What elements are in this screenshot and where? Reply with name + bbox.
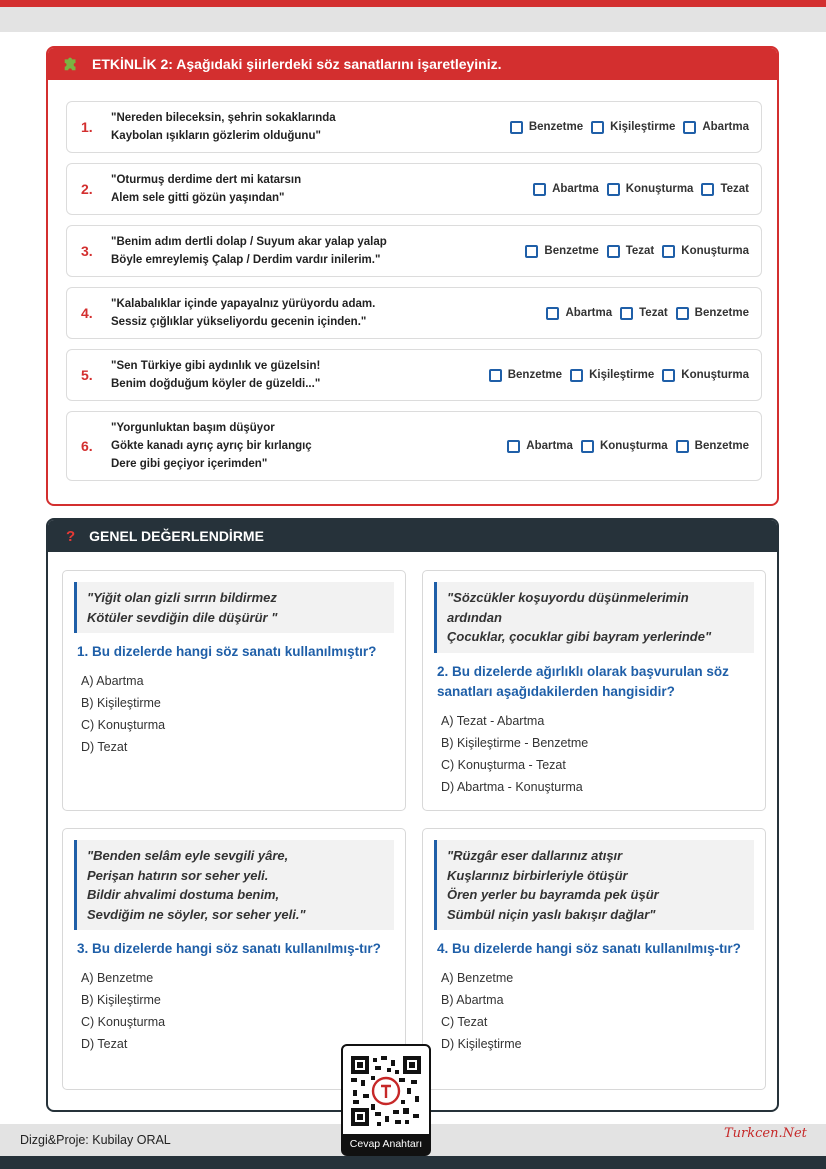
option-label: Konuşturma — [599, 440, 668, 452]
question-text: 2. Bu dizelerde ağırlıklı olarak başvurulan söz sanatları aşağıdakilerden hangisidir? — [437, 663, 729, 699]
question-text: 4. Bu dizelerde hangi söz sanatı kullanılmış-tır? — [437, 941, 741, 956]
poem-line: Gökte kanadı ayrıç ayrıç bir kırlangıç — [111, 440, 312, 452]
poem-text — [111, 419, 499, 473]
options-group — [538, 307, 761, 320]
quote-line: "Rüzgâr eser dallarınız atışır — [447, 848, 623, 863]
answer-option[interactable]: C) Konuşturma — [81, 718, 166, 732]
answer-option[interactable]: D) Tezat — [81, 1037, 128, 1051]
poem-text — [111, 295, 538, 331]
answer-option[interactable]: C) Tezat — [441, 1015, 488, 1029]
options-group — [499, 440, 761, 453]
question-mark-icon: ? — [66, 527, 76, 545]
item-number: 3. — [81, 243, 93, 259]
footer-dark-stripe — [0, 1156, 826, 1169]
general-header — [48, 520, 777, 552]
option-checkbox[interactable] — [701, 183, 749, 196]
option-checkbox[interactable] — [676, 307, 749, 320]
option-checkbox[interactable] — [581, 440, 668, 453]
poem-line: "Kalabalıklar içinde yapayalnız yürüyordu adam. — [111, 298, 376, 310]
top-red-stripe — [0, 0, 826, 7]
option-checkbox[interactable] — [570, 369, 654, 382]
answer-option[interactable]: B) Abartma — [441, 993, 504, 1007]
activity-panel — [46, 46, 779, 506]
quote-line: "Sözcükler koşuyordu düşünmelerimin — [447, 590, 689, 605]
checkbox-icon[interactable] — [607, 183, 620, 196]
answer-option[interactable]: D) Kişileştirme — [441, 1037, 522, 1051]
option-checkbox[interactable] — [510, 121, 583, 134]
checkbox-icon[interactable] — [676, 440, 689, 453]
qr-caption: Cevap Anahtarı — [343, 1134, 429, 1154]
option-label: Abartma — [702, 121, 749, 133]
poem-line: Alem sele gitti gözün yaşından" — [111, 192, 285, 204]
option-checkbox[interactable] — [662, 245, 749, 258]
item-number: 2. — [81, 181, 93, 197]
poem-line: "Yorgunluktan başım düşüyor — [111, 422, 275, 434]
option-label: Tezat — [625, 245, 655, 257]
checkbox-icon[interactable] — [581, 440, 594, 453]
option-checkbox[interactable] — [525, 245, 598, 258]
poem-text — [111, 109, 502, 145]
quote-block — [74, 840, 394, 930]
option-checkbox[interactable] — [607, 183, 694, 196]
answer-option[interactable]: C) Konuşturma — [81, 1015, 166, 1029]
poem-line: "Nereden bileceksin, şehrin sokaklarında — [111, 112, 336, 124]
poem-line: "Oturmuş derdime dert mi katarsın — [111, 174, 302, 186]
quote-line: Kuşlarınız birbirleriyle ötüşür — [447, 867, 628, 883]
options-group — [517, 245, 761, 258]
checkbox-icon[interactable] — [510, 121, 523, 134]
option-label: Benzetme — [694, 307, 749, 319]
checkbox-icon[interactable] — [533, 183, 546, 196]
options-group — [525, 183, 761, 196]
poem-line: "Sen Türkiye gibi aydınlık ve güzelsin! — [111, 360, 321, 372]
option-checkbox[interactable] — [683, 121, 749, 134]
options-group — [502, 121, 761, 134]
activity-item — [66, 411, 762, 481]
general-panel — [46, 518, 779, 1112]
checkbox-icon[interactable] — [662, 369, 675, 382]
checkbox-icon[interactable] — [507, 440, 520, 453]
answer-key-qr[interactable] — [341, 1044, 431, 1156]
quote-line: Kötüler sevdiğin dile düşürür " — [87, 609, 278, 625]
activity-item — [66, 225, 762, 277]
activity-item — [66, 101, 762, 153]
checkbox-icon[interactable] — [489, 369, 502, 382]
option-label: Benzetme — [507, 369, 563, 381]
option-label: Tezat — [720, 183, 749, 195]
answer-option[interactable]: C) Konuşturma - Tezat — [441, 757, 566, 772]
options-group — [481, 369, 761, 382]
poem-line: "Benim adım dertli dolap / Suyum akar yalap yalap — [111, 236, 387, 248]
activity-header — [48, 48, 777, 80]
checkbox-icon[interactable] — [525, 245, 538, 258]
quote-block — [74, 582, 394, 633]
option-checkbox[interactable] — [591, 121, 675, 134]
option-label: Benzetme — [544, 245, 599, 257]
option-label: Konuşturma — [681, 245, 749, 257]
quote-line: Sümbül niçin yaslı bakışır dağlar" — [447, 906, 656, 922]
option-label: Abartma — [552, 183, 599, 195]
poem-line: Böyle emreylemiş Çalap / Derdim vardır inilerim." — [111, 254, 381, 266]
qr-code-icon[interactable] — [351, 1056, 421, 1126]
option-checkbox[interactable] — [662, 369, 749, 382]
option-label: Konuşturma — [681, 369, 749, 381]
answer-option[interactable]: A) Tezat - Abartma — [441, 713, 545, 728]
question-card — [422, 570, 766, 811]
answer-list — [81, 670, 387, 758]
option-checkbox[interactable] — [507, 440, 573, 453]
checkbox-icon[interactable] — [591, 121, 604, 134]
quote-line: "Benden selâm eyle sevgili yâre, — [87, 848, 289, 863]
quote-line: ardından — [447, 609, 502, 625]
answer-option[interactable]: B) Kişileştirme — [81, 696, 161, 710]
poem-text — [111, 171, 525, 207]
quote-line: "Yiğit olan gizli sırrın bildirmez — [87, 590, 277, 605]
answer-list — [81, 967, 387, 1055]
quote-line: Perişan hatırın sor seher yeli. — [87, 867, 269, 883]
brand-logo: Turkcen.Net — [724, 1126, 807, 1141]
poem-line: Kaybolan ışıkların gözlerim olduğunu" — [111, 130, 321, 142]
quote-line: Çocuklar, çocuklar gibi bayram yerlerinde" — [447, 629, 712, 644]
option-checkbox[interactable] — [489, 369, 562, 382]
question-card — [422, 828, 766, 1090]
answer-option[interactable]: D) Tezat — [81, 740, 128, 754]
answer-list — [441, 967, 747, 1055]
poem-line: Benim doğduğum köyler de güzeldi..." — [111, 378, 321, 390]
checkbox-icon[interactable] — [607, 245, 620, 258]
answer-option[interactable]: A) Benzetme — [81, 971, 154, 985]
item-number: 1. — [81, 119, 93, 135]
option-label: Kişileştirme — [610, 121, 676, 133]
general-title: GENEL DEĞERLENDİRME — [89, 528, 264, 544]
checkbox-icon[interactable] — [676, 307, 689, 320]
option-label: Tezat — [639, 307, 668, 319]
activity-title: ETKİNLİK 2: Aşağıdaki şiirlerdeki söz sanatlarını işaretleyiniz. — [92, 56, 502, 72]
option-label: Konuşturma — [625, 183, 694, 195]
option-label: Benzetme — [694, 440, 749, 452]
checkbox-icon[interactable] — [570, 369, 583, 382]
answer-option[interactable]: D) Abartma - Konuşturma — [441, 779, 583, 794]
option-label: Benzetme — [528, 121, 584, 133]
option-checkbox[interactable] — [676, 440, 749, 453]
checkbox-icon[interactable] — [620, 307, 633, 320]
option-label: Abartma — [565, 307, 613, 319]
poem-line: Dere gibi geçiyor içerimden" — [111, 458, 268, 470]
checkbox-icon[interactable] — [662, 245, 675, 258]
option-checkbox[interactable] — [607, 245, 655, 258]
footer-credit: Dizgi&Proje: Kubilay ORAL — [20, 1133, 171, 1147]
checkbox-icon[interactable] — [701, 183, 714, 196]
poem-text — [111, 233, 517, 269]
activity-item — [66, 287, 762, 339]
quote-line: Sevdiğim ne söyler, sor seher yeli." — [87, 906, 306, 922]
question-text: 1. Bu dizelerde hangi söz sanatı kullanılmıştır? — [77, 644, 377, 659]
question-card — [62, 570, 406, 811]
answer-option[interactable]: A) Abartma — [81, 674, 144, 688]
poem-line: Sessiz çığlıklar yükseliyordu gecenin içinden." — [111, 316, 367, 328]
answer-option[interactable]: B) Kişileştirme - Benzetme — [441, 735, 589, 750]
option-checkbox[interactable] — [533, 183, 599, 196]
quote-block — [434, 582, 754, 653]
item-number: 4. — [81, 305, 93, 321]
option-checkbox[interactable] — [620, 307, 668, 320]
answer-option[interactable]: B) Kişileştirme — [81, 993, 161, 1007]
puzzle-icon — [62, 54, 82, 74]
item-number: 6. — [81, 438, 93, 454]
activity-item — [66, 163, 762, 215]
activity-item — [66, 349, 762, 401]
answer-list — [441, 710, 747, 798]
checkbox-icon[interactable] — [546, 307, 559, 320]
quote-line: Ören yerler bu bayramda pek üşür — [447, 887, 659, 902]
quote-block — [434, 840, 754, 930]
answer-option[interactable]: A) Benzetme — [441, 971, 514, 985]
option-checkbox[interactable] — [546, 307, 612, 320]
item-number: 5. — [81, 367, 93, 383]
poem-text — [111, 357, 481, 393]
quote-line: Bildir ahvalimi dostuma benim, — [87, 887, 280, 902]
question-text: 3. Bu dizelerde hangi söz sanatı kullanılmış-tır? — [77, 941, 381, 956]
option-label: Abartma — [526, 440, 573, 452]
checkbox-icon[interactable] — [683, 121, 696, 134]
option-label: Kişileştirme — [589, 369, 655, 381]
